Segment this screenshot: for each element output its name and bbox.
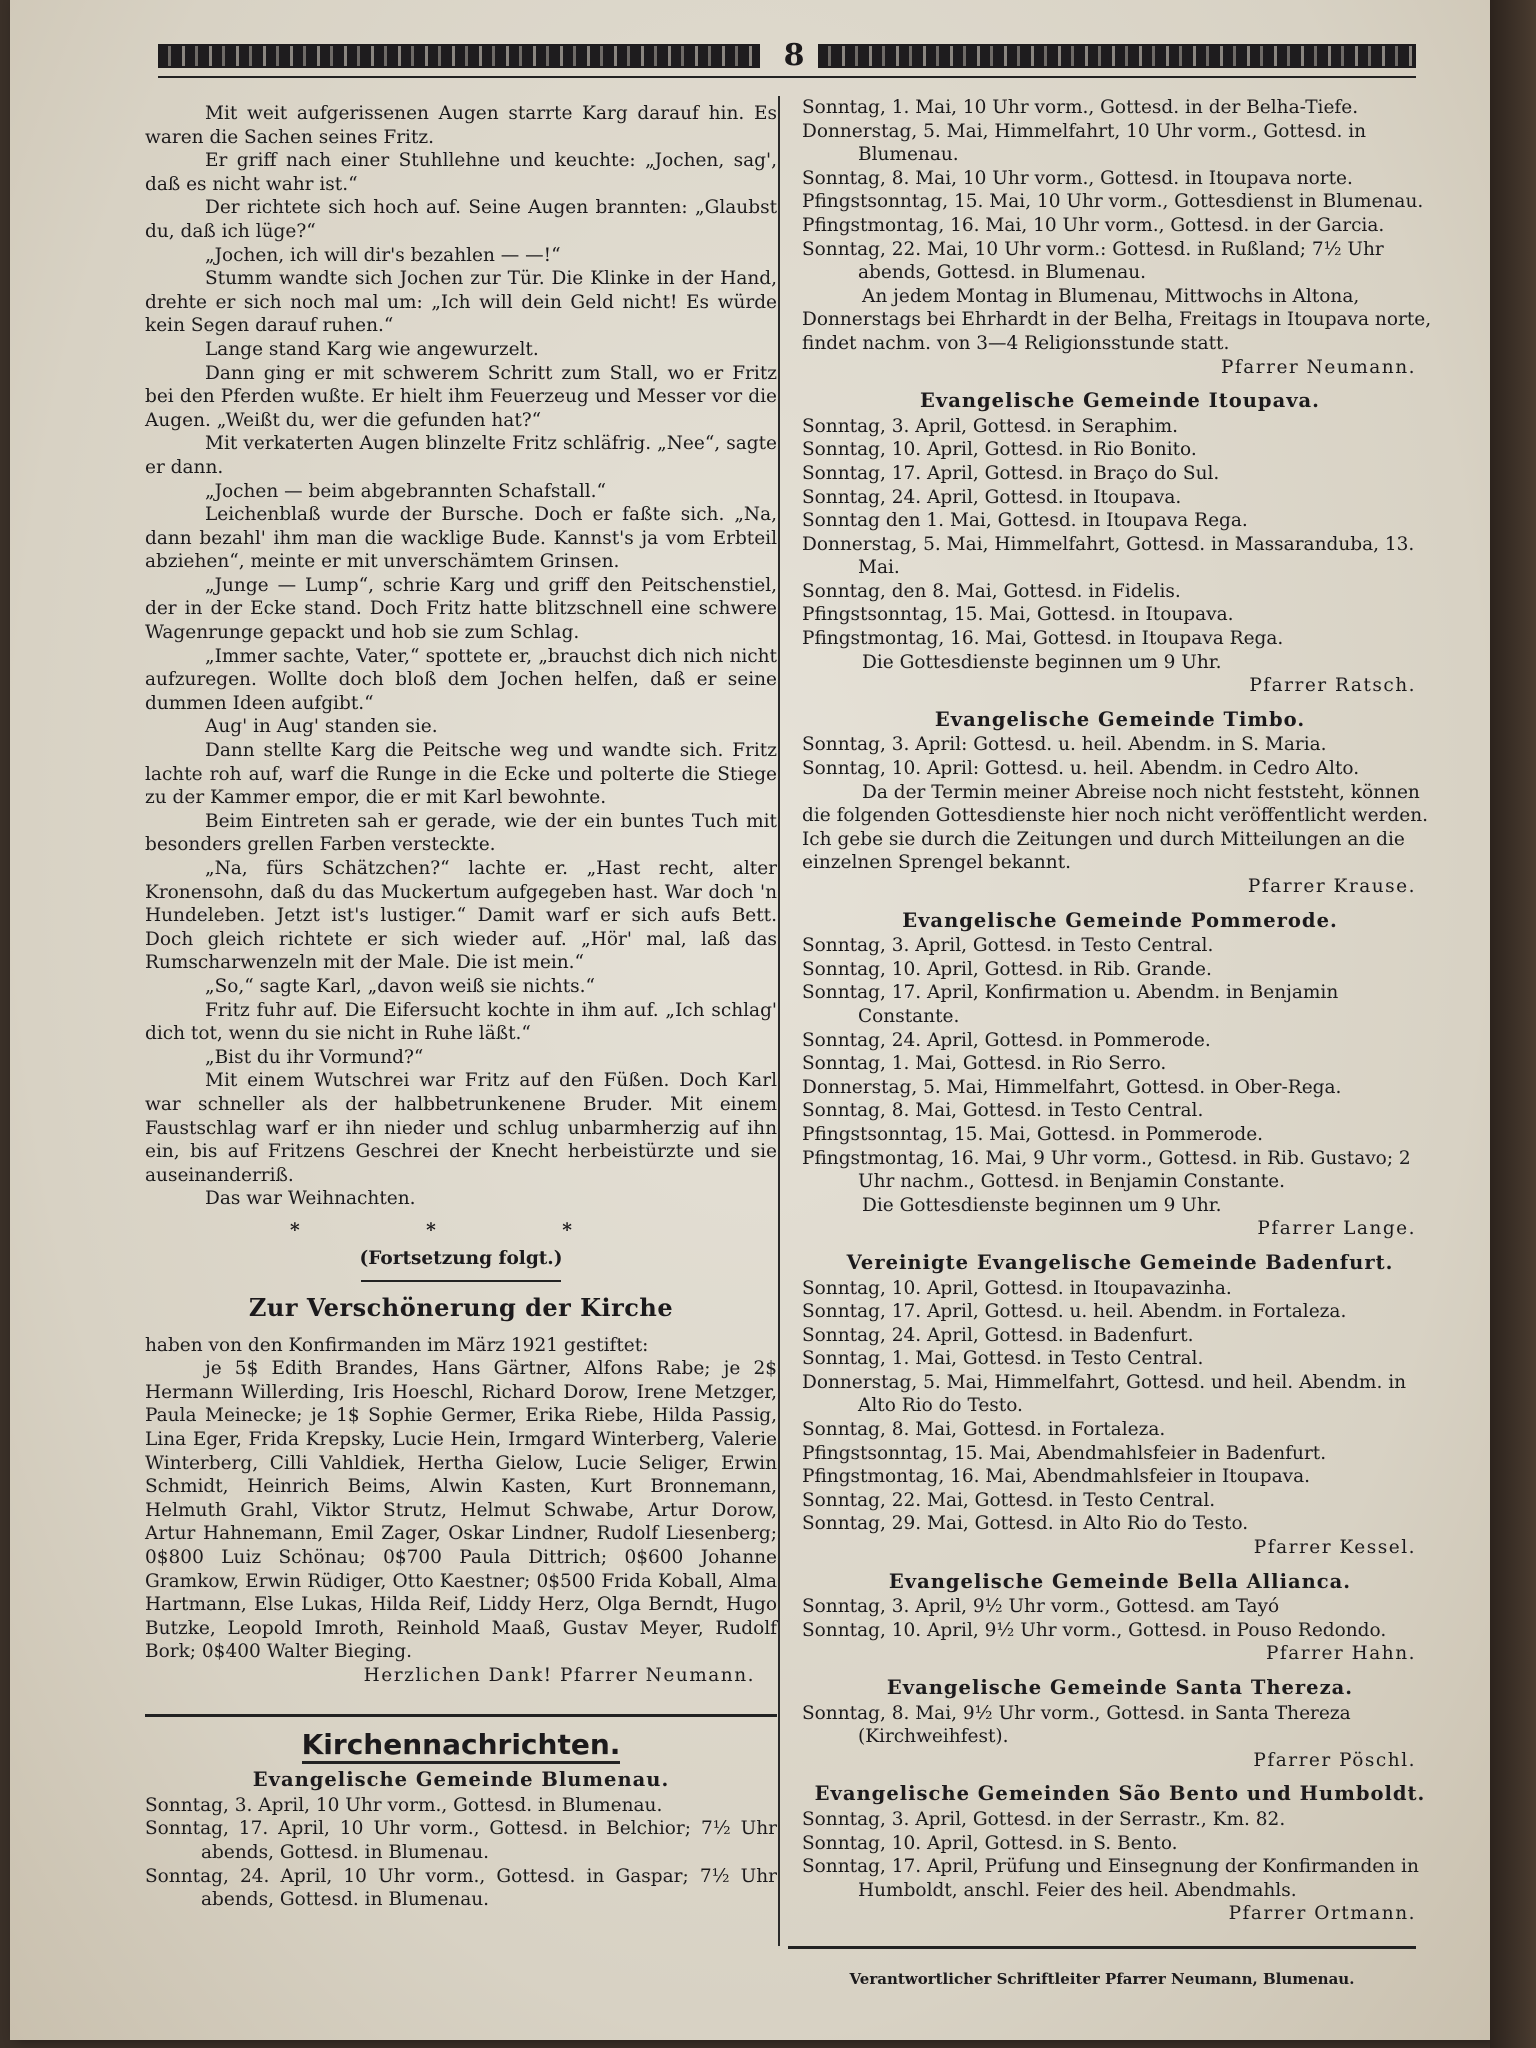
pastor-signature: Pfarrer Kessel. [1253,1537,1416,1559]
schedule-line: Sonntag, 17. April, Prüfung und Einsegnung der Konfirmanden in Humboldt, anschl. Feier des heil. Abendmahls. [802,1856,1419,1901]
schedule-line: Donnerstag, 5. Mai, Himmelfahrt, Gottesd. und heil. Abendm. in Alto Rio do Testo. [802,1371,1407,1417]
schedule-line: Sonntag, 29. Mai, Gottesd. in Alto Rio do Testo. [802,1513,1249,1535]
story-paragraph: „So,“ sagte Karl, „davon weiß sie nichts.“ [205,975,596,997]
story-paragraph: „Na, fürs Schätzchen?“ lachte er. „Hast recht, alter Kronensohn, daß du das Muckertum aufgegeben hast. War doch 'n Hundeleben. Jetzt ist's lustiger.“ Damit warf er sich aufs Bett. Doch gleich richtete er sich wieder auf. „Hör' mal, laß das Rumscharwenzeln mit der Male. Die ist mein.“ [145,858,777,974]
donation-line: je 5$ Edith Brandes, Hans Gärtner, Alfons Rabe; je 2$ Hermann Willerding, Iris Hoeschl, Richard Dorow, Irene Metzger, Paula Meinecke; je 1$ Sophie Germer, Erika Riebe, Hilda Passig, Lina Eger, Frida Krepsky, Lucie Hein, Irmgard Winterberg, Valerie Winterberg, Cilli Vahldiek, Hertha Gielow, Lucie Seliger, Erwin Schmidt, Heinrich Beims, Alwin Kasten, Kurt Bronnemann, Helmuth Grahl, Viktor Strutz, Helmut Schwabe, Artur Dorow, Artur Hahnemann, Emil Zager, Oskar Lindner, Rudolf Liesenberg; 0$800 Luiz Schönau; 0$700 Paula Dittrich; 0$600 Johanne Gramkow, Erwin Rüdiger, Otto Kaestner; 0$500 Frida Koball, Alma Hartmann, Else Lukas, Hilda Reif, Liddy Herz, Olga Berndt, Hugo Butzke, Leopold Imroth, Reinhold Maaß, Gustav Meyer, Rudolf Bork; 0$400 Walter Bieging. [145,1358,777,1663]
schedule-line: Sonntag, 3. April, 9½ Uhr vorm., Gottesd. am Tayó [802,1596,1280,1618]
schedule-line: Sonntag, 8. Mai, Gottesd. in Testo Central. [802,1100,1204,1122]
schedule-line: Sonntag, den 8. Mai, Gottesd. in Fidelis. [802,580,1181,602]
schedule-line: Da der Termin meiner Abreise noch nicht feststeht, können die folgenden Gottesdienste hier noch nicht veröffentlicht werden. Ich gebe sie durch die Zeitungen und durch Mitteilungen an die einzelnen Sprengel bekannt. [802,781,1428,874]
header-ornament-right [818,44,1416,68]
schedule-line: Pfingstsonntag, 15. Mai, Abendmahlsfeier in Badenfurt. [802,1442,1327,1464]
story-paragraph: „Jochen — beim abgebrannten Schafstall.“ [205,480,607,502]
congregation-heading: Evangelische Gemeinde Santa Thereza. [886,1676,1354,1699]
schedule-line: Sonntag, 8. Mai, Gottesd. in Fortaleza. [802,1419,1166,1441]
book-binding-edge [1490,0,1536,2048]
schedule-line: Donnerstag, 5. Mai, Himmelfahrt, Gottesd. in Ober-Rega. [802,1076,1342,1098]
schedule-line: Pfingstsonntag, 15. Mai, Gottesd. in Pommerode. [802,1123,1264,1145]
schedule-line: An jedem Montag in Blumenau, Mittwochs in Altona, Donnerstags bei Ehrhardt in der Belha, Freitags in Itoupava norte, findet nachm. von 3—4 Religionsstunde statt. [802,285,1432,354]
schedule-line: Sonntag, 10. April, Gottesd. in S. Bento. [802,1832,1178,1854]
schedule-line: Donnerstag, 5. Mai, Himmelfahrt, 10 Uhr vorm., Gottesd. in Blumenau. [802,120,1367,166]
schedule-line: Sonntag, 3. April: Gottesd. u. heil. Abendm. in S. Maria. [802,734,1327,756]
story-paragraph: Lange stand Karg wie angewurzelt. [205,338,539,360]
schedule-line: Sonntag, 10. April, Gottesd. in Itoupavazinha. [802,1277,1232,1299]
congregation-heading: Evangelische Gemeinde Pommerode. [902,908,1338,932]
schedule-line: Sonntag, 1. Mai, Gottesd. in Testo Central. [802,1348,1204,1370]
continued-note: (Fortsetzung folgt.) [359,1247,563,1269]
congregation-heading: Evangelische Gemeinden São Bento und Humboldt. [814,1782,1426,1806]
pastor-signature: Pfarrer Pöschl. [1253,1749,1416,1771]
schedule-line: Pfingstmontag, 16. Mai, Abendmahlsfeier in Itoupava. [802,1466,1311,1488]
pastor-signature: Pfarrer Lange. [1257,1218,1416,1240]
church-news-section [145,1714,777,1912]
story-paragraph: „Junge — Lump“, schrie Karg und griff den Peitschenstiel, der in der Ecke stand. Doch Fritz hatte blitzschnell eine schwere Wagenrunge gepackt und hob sie zum Schlag. [145,574,777,644]
congregation-heading: Evangelische Gemeinde Timbo. [934,707,1306,731]
donation-text [145,1334,777,1688]
donation-title: Zur Verschönerung der Kirche [248,1293,674,1323]
story-paragraph: Aug' in Aug' standen sie. [205,716,438,738]
schedule-line: Sonntag, 8. Mai, 9½ Uhr vorm., Gottesd. in Santa Thereza (Kirchweihfest). [802,1702,1351,1748]
schedule-line: Sonntag, 24. April, Gottesd. in Pommerode. [802,1029,1211,1051]
pastor-signature: Pfarrer Ortmann. [1228,1903,1416,1925]
story-text [145,102,777,1211]
column-divider [778,96,780,1946]
story-paragraph: Der richtete sich hoch auf. Seine Augen brannten: „Glaubst du, daß ich lüge?“ [145,197,777,242]
schedule-line: Pfingstsonntag, 15. Mai, 10 Uhr vorm., Gottesdienst in Blumenau. [802,191,1424,213]
congregation-heading: Evangelische Gemeinde Itoupava. [920,389,1320,413]
schedule-line: Sonntag, 17. April, Gottesd. u. heil. Abendm. in Fortaleza. [802,1301,1347,1323]
newspaper-page [10,0,1490,2040]
schedule-line: Sonntag, 22. Mai, 10 Uhr vorm.: Gottesd. in Rußland; 7½ Uhr abends, Gottesd. in Blumenau. [802,238,1384,284]
schedule-line: Pfingstmontag, 16. Mai, Gottesd. in Itoupava Rega. [802,628,1284,650]
header-rule [158,76,1416,78]
schedule-line: Pfingstmontag, 16. Mai, 10 Uhr vorm., Gottesd. in der Garcia. [802,214,1385,236]
story-paragraph: Mit weit aufgerissenen Augen starrte Karg darauf hin. Es waren die Sachen seines Fritz. [145,103,777,148]
story-paragraph: Er griff nach einer Stuhllehne und keuchte: „Jochen, sag', daß es nicht wahr ist.“ [145,150,777,195]
schedule-line: Sonntag, 3. April, Gottesd. in Seraphim. [802,415,1179,437]
header-ornament-left [158,44,760,68]
pastor-signature: Pfarrer Krause. [1247,876,1416,897]
schedule-line: Sonntag, 1. Mai, 10 Uhr vorm., Gottesd. in der Belha-Tiefe. [802,97,1359,118]
schedule-line: Sonntag, 10. April: Gottesd. u. heil. Abendm. in Cedro Alto. [802,758,1360,780]
schedule-line: Sonntag, 17. April, Gottesd. in Braço do Sul. [802,462,1220,484]
schedule-line: Sonntag, 24. April, Gottesd. in Itoupava. [802,486,1182,508]
story-paragraph: „Jochen, ich will dir's bezahlen — —!“ [205,244,561,266]
short-rule [361,1280,561,1282]
story-paragraph: Mit verkaterten Augen blinzelte Fritz schläfrig. „Nee“, sagte er dann. [145,433,777,478]
church-news-title: Kirchennachrichten. [145,1733,777,1757]
story-paragraph: Dann stellte Karg die Peitsche weg und wandte sich. Fritz lachte roh auf, warf die Runge in die Ecke und polterte die Stiege zu der Kammer empor, die er mit Karl bewohnte. [145,740,777,809]
schedule-line: Sonntag den 1. Mai, Gottesd. in Itoupava Rega. [802,510,1248,532]
schedule-line: Donnerstag, 5. Mai, Himmelfahrt, Gottesd. in Massaranduba, 13. Mai. [802,533,1415,579]
schedule-line: Sonntag, 10. April, Gottesd. in Rib. Grande. [802,958,1212,980]
schedule-line: Die Gottesdienste beginnen um 9 Uhr. [862,1194,1222,1216]
congregation-schedule [145,1794,777,1912]
schedule-line: Sonntag, 8. Mai, 10 Uhr vorm., Gottesd. in Itoupava norte. [802,167,1353,189]
schedule-line: Die Gottesdienste beginnen um 9 Uhr. [862,651,1222,673]
left-column [145,102,777,1918]
schedule-line: Sonntag, 10. April, Gottesd. in Rio Bonito. [802,439,1197,461]
pastor-signature: Pfarrer Hahn. [1265,1643,1416,1665]
schedule-line: Pfingstmontag, 16. Mai, 9 Uhr vorm., Gottesd. in Rib. Gustavo; 2 Uhr nachm., Gottesd. in Benjamin Constante. [802,1147,1411,1193]
schedule-line: Sonntag, 1. Mai, Gottesd. in Rio Serro. [802,1053,1167,1075]
footer-rule [788,1946,1416,1949]
editor-credit: Verantwortlicher Schriftleiter Pfarrer Neumann, Blumenau. [849,1970,1355,1988]
pastor-signature: Pfarrer Ratsch. [1249,675,1416,697]
schedule-line: Sonntag, 24. April, 10 Uhr vorm., Gottesd. in Gaspar; 7½ Uhr abends, Gottesd. in Blumenau. [145,1865,777,1911]
schedule-line: Sonntag, 10. April, 9½ Uhr vorm., Gottesd. in Pouso Redondo. [802,1619,1387,1641]
schedule-line: Sonntag, 3. April, Gottesd. in der Serrastr., Km. 82. [802,1808,1286,1830]
pastor-signature: Pfarrer Neumann. [1220,356,1416,378]
schedule-line: Sonntag, 24. April, Gottesd. in Badenfurt. [802,1324,1194,1346]
congregation-heading: Vereinigte Evangelische Gemeinde Badenfurt. [846,1250,1394,1274]
congregation-heading: Evangelische Gemeinde Bella Allianca. [888,1569,1352,1593]
donation-line: haben von den Konfirmanden im März 1921 gestiftet: [145,1334,649,1356]
schedule-line: Sonntag, 17. April, Konfirmation u. Abendm. in Benjamin Constante. [802,982,1339,1027]
section-stars: * * * [290,1219,632,1241]
story-paragraph: Leichenblaß wurde der Bursche. Doch er faßte sich. „Na, dann bezahl' ihm man die wacklige Bude. Kannst's ja vom Erbteil abziehen“, meinte er mit unverschämtem Grinsen. [145,504,777,573]
story-paragraph: „Bist du ihr Vormund?“ [205,1046,424,1068]
story-paragraph: „Immer sachte, Vater,“ spottete er, „brauchst dich nich nicht aufzuregen. Wollte doch bloß dem Jochen helfen, daß er seine dummen Ideen aufgibt.“ [145,645,777,714]
story-paragraph: Dann ging er mit schwerem Schritt zum Stall, wo er Fritz bei den Pferden wußte. Er hielt ihm Feuerzeug und Messer vor die Augen. „Weißt du, wer die gefunden hat?“ [145,362,777,431]
donation-line: Herzlichen Dank! Pfarrer Neumann. [363,1665,755,1686]
page-number: 8 [783,38,805,73]
schedule-line: Pfingstsonntag, 15. Mai, Gottesd. in Itoupava. [802,604,1234,626]
story-paragraph: Stumm wandte sich Jochen zur Tür. Die Klinke in der Hand, drehte er sich noch mal um: „Ich will dein Geld nicht! Es würde kein Segen darauf ruhen.“ [145,268,777,337]
story-paragraph: Fritz fuhr auf. Die Eifersucht kochte in ihm auf. „Ich schlag' dich tot, wenn du sie nicht in Ruhe läßt.“ [145,999,777,1045]
schedules [802,96,1438,1926]
schedule-line: Sonntag, 3. April, 10 Uhr vorm., Gottesd. in Blumenau. [145,1794,663,1816]
right-column [802,96,1438,1926]
schedule-line: Sonntag, 22. Mai, Gottesd. in Testo Central. [802,1489,1216,1511]
story-paragraph: Mit einem Wutschrei war Fritz auf den Füßen. Doch Karl war schneller als der halbbetrunkenene Bruder. Mit einem Faustschlag warf er ihn nieder und schlug unbarmherzig auf ihn ein, bis auf Fritzens Geschrei der Knecht herbeistürzte und sie auseinanderriß. [145,1070,777,1186]
schedule-line: Sonntag, 17. April, 10 Uhr vorm., Gottesd. in Belchior; 7½ Uhr abends, Gottesd. in Blumenau. [145,1818,777,1863]
story-paragraph: Beim Eintreten sah er gerade, wie der ein buntes Tuch mit besonders grellen Farben versteckte. [145,810,777,856]
story-paragraph: Das war Weihnachten. [205,1188,416,1210]
congregation-heading: Evangelische Gemeinde Blumenau. [252,1768,670,1792]
schedule-line: Sonntag, 3. April, Gottesd. in Testo Central. [802,935,1214,957]
